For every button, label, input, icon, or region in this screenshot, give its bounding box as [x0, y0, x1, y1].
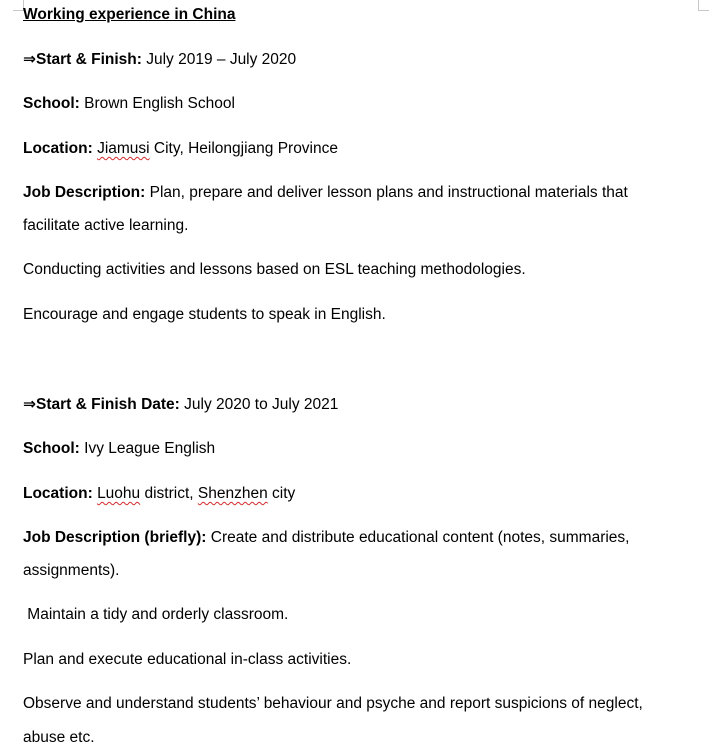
page-corner-mark-right [698, 0, 709, 11]
job1-school [23, 94, 235, 114]
job2-location-rest: city [267, 485, 296, 502]
job1-location [23, 139, 338, 159]
job1-dates-value: July 2019 – July 2020 [141, 51, 297, 68]
job2-dates-label: Start & Finish Date: [36, 396, 180, 413]
job2-description-line1: Create and distribute educational content (notes, summaries, [206, 529, 630, 546]
job1-description [23, 183, 628, 203]
job1-description-line1: Plan, prepare and deliver lesson plans and instructional materials that [145, 184, 628, 201]
job2-description-line2: assignments). [23, 562, 120, 579]
job2-duty-2: Plan and execute educational in-class activities. [23, 651, 352, 668]
job2-school-label: School: [23, 440, 80, 457]
job2-school [23, 439, 215, 459]
job1-school-label: School: [23, 95, 80, 112]
job1-dates-label: Start & Finish: [36, 51, 142, 68]
job2-location-label: Location: [23, 485, 93, 502]
job1-school-value: Brown English School [79, 95, 235, 112]
job2-location [23, 484, 295, 504]
job1-duty-2: Encourage and engage students to speak in English. [23, 306, 386, 323]
job1-description-label: Job Description: [23, 184, 146, 201]
job1-location-city-word: Jiamusi [97, 140, 150, 157]
job2-school-value: Ivy League English [79, 440, 216, 457]
job2-duty-3-line2: abuse etc. [23, 729, 95, 746]
arrow-icon: ⇒ [23, 51, 36, 68]
job2-duty-3: Observe and understand students’ behaviour and psyche and report suspicions of neglect, [23, 695, 643, 712]
job1-location-rest: City, Heilongjiang Province [149, 140, 338, 157]
job2-location-district-word: Luohu [97, 485, 141, 502]
job2-location-middle: district, [140, 485, 198, 502]
arrow-icon: ⇒ [23, 396, 36, 413]
job1-duty-1: Conducting activities and lessons based on ESL teaching methodologies. [23, 261, 526, 278]
job2-dates [23, 395, 338, 415]
job2-duty-1: Maintain a tidy and orderly classroom. [23, 606, 289, 623]
job2-location-city-word: Shenzhen [197, 485, 268, 502]
job1-location-label: Location: [23, 140, 93, 157]
section-heading: Working experience in China [23, 6, 236, 23]
job2-description [23, 528, 629, 548]
job1-description-line2: facilitate active learning. [23, 217, 189, 234]
job2-dates-value: July 2020 to July 2021 [179, 396, 339, 413]
job1-dates [23, 50, 296, 70]
job2-description-label: Job Description (briefly): [23, 529, 207, 546]
